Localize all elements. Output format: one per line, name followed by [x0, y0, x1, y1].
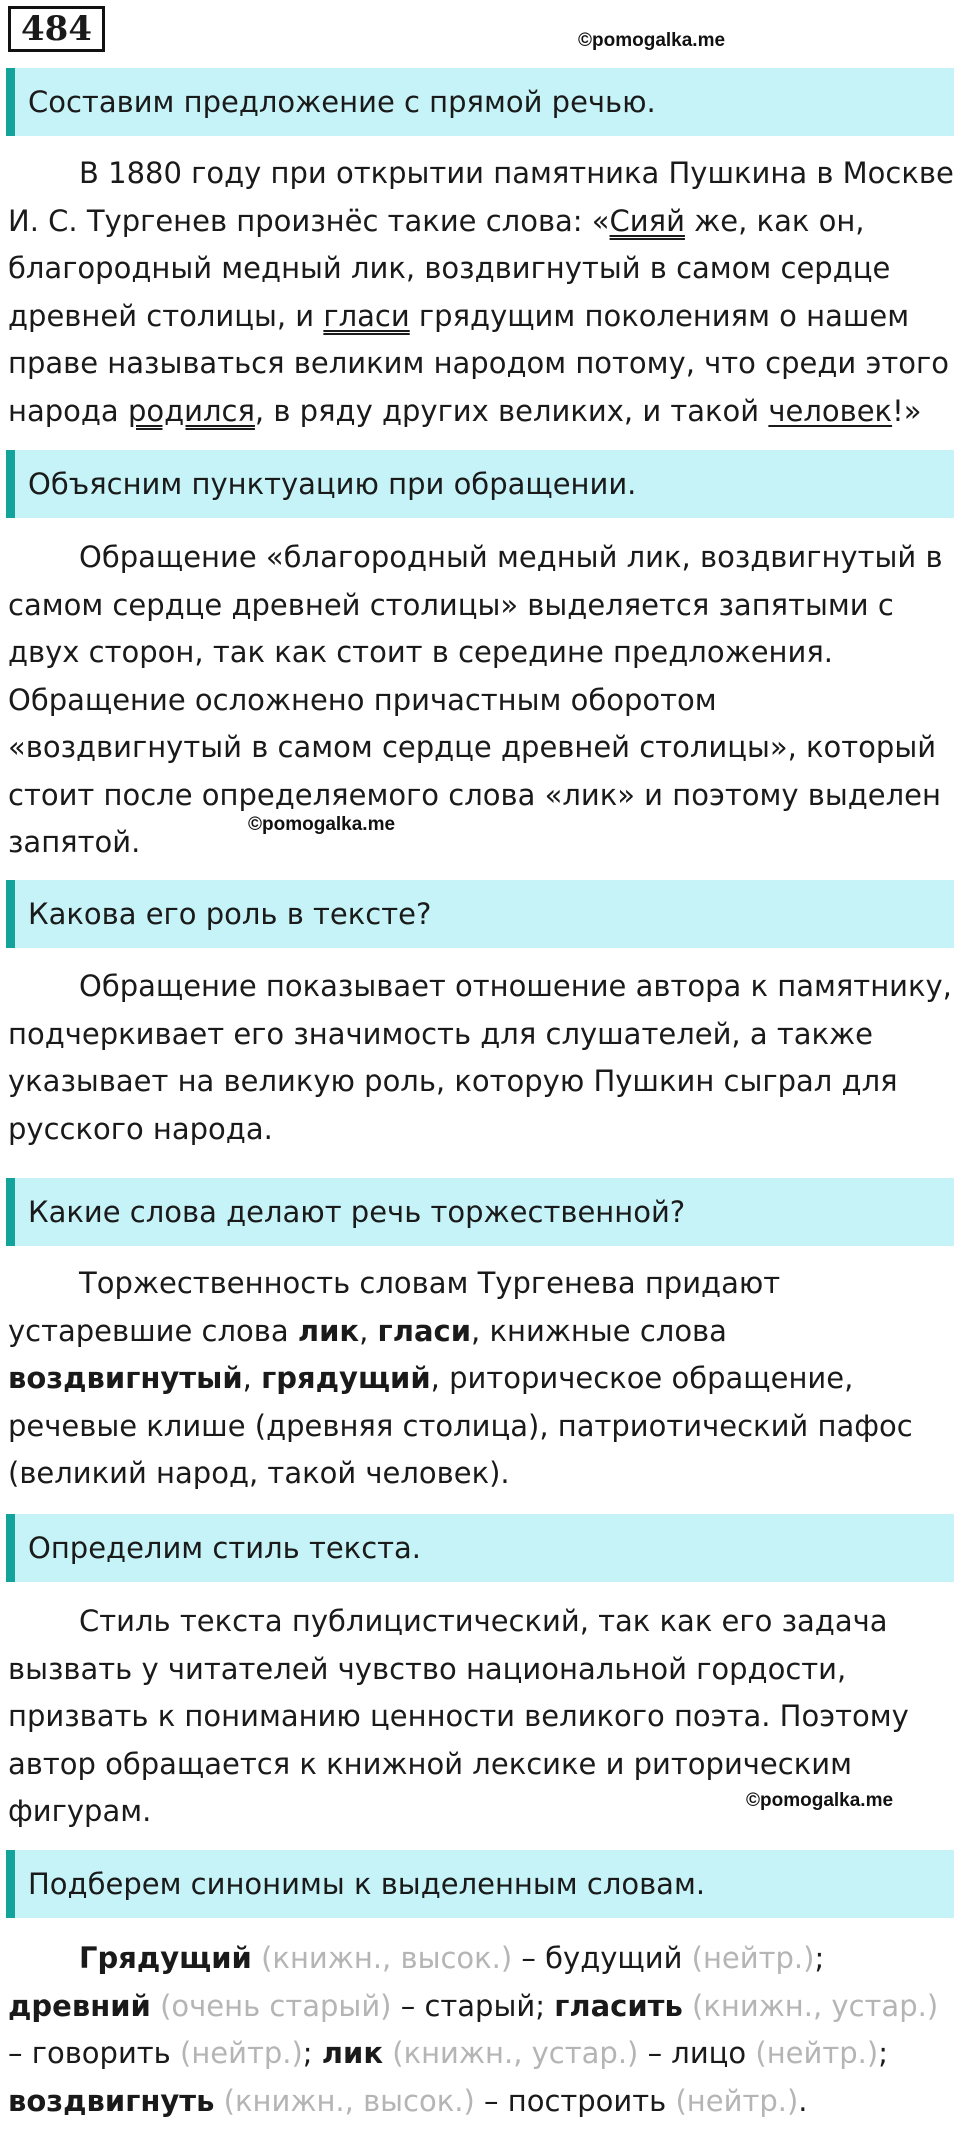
synonym-entry: воздвигнуть (книжн., высок.) – построить (нейтр.).: [8, 2083, 808, 2118]
answer-paragraph: Торжественность словам Тургенева придают устаревшие слова лик, гласи, книжные слова воздвигнутый, грядущий, риторическое обращение, речевые клише (древняя столица), патриотический пафос (великий народ, такой человек).: [8, 1266, 913, 1490]
answer-paragraph: Обращение показывает отношение автора к памятнику, подчеркивает его значимость для слушателей, а также указывает на великую роль, которую Пушкин сыграл для русского народа.: [8, 969, 952, 1146]
watermark: ©pomogalka.me: [248, 814, 396, 835]
highlighted-word: воздвигнутый: [8, 1361, 243, 1395]
watermark: ©pomogalka.me: [746, 1790, 894, 1811]
question-heading: Составим предложение с прямой речью.: [6, 68, 954, 136]
answer-paragraph: В 1880 году при открытии памятника Пушкина в Москве И. С. Тургенев произнёс такие слова: «Сияй же, как он, благородный медный лик, воздвигнутый в самом сердце древней столицы, и гласи грядущим поколениям о нашем праве называться великим народом потому, что среди этого народа родился, в ряду других великих, и такой человек!»: [8, 156, 954, 428]
question-heading: Объясним пунктуацию при обращении.: [6, 450, 954, 518]
predicate-word: родился: [127, 393, 255, 428]
answer-paragraph: Стиль текста публицистический, так как его задача вызвать у читателей чувство национальной гордости, призвать к пониманию ценности великого поэта. Поэтому автор обращается к книжной лексике и риторическим фигурам.: [8, 1604, 909, 1828]
subject-word: человек: [768, 393, 893, 428]
watermark: ©pomogalka.me: [578, 30, 726, 51]
task-number: 484: [8, 6, 105, 52]
synonym-entry: гласить (книжн., устар.) – говорить (нейтр.);: [8, 1988, 939, 2070]
synonyms-paragraph: [8, 1935, 954, 2125]
synonym-entry: древний (очень старый) – старый;: [8, 1988, 555, 2023]
synonym-entry: Грядущий (книжн., высок.) – будущий (нейтр.);: [79, 1941, 825, 1975]
predicate-word: гласи: [323, 298, 410, 333]
question-heading: Определим стиль текста.: [6, 1514, 954, 1582]
answer-paragraph: Обращение «благородный медный лик, воздвигнутый в самом сердце древней столицы» выделяется запятыми с двух сторон, так как стоит в середине предложения. Обращение осложнено причастным оборотом «воздвигнутый в самом сердце древней столицы», который стоит после определяемого слова «лик» и поэтому выделен запятой.: [8, 540, 943, 859]
predicate-word: Сияй: [609, 203, 685, 238]
question-heading: Какова его роль в тексте?: [6, 880, 954, 948]
question-heading: Какие слова делают речь торжественной?: [6, 1178, 954, 1246]
question-heading: Подберем синонимы к выделенным словам.: [6, 1850, 954, 1918]
synonym-entry: лик (книжн., устар.) – лицо (нейтр.);: [321, 2036, 888, 2070]
highlighted-word: лик: [297, 1313, 360, 1348]
highlighted-word: грядущий: [261, 1361, 431, 1395]
highlighted-word: гласи: [377, 1313, 472, 1348]
